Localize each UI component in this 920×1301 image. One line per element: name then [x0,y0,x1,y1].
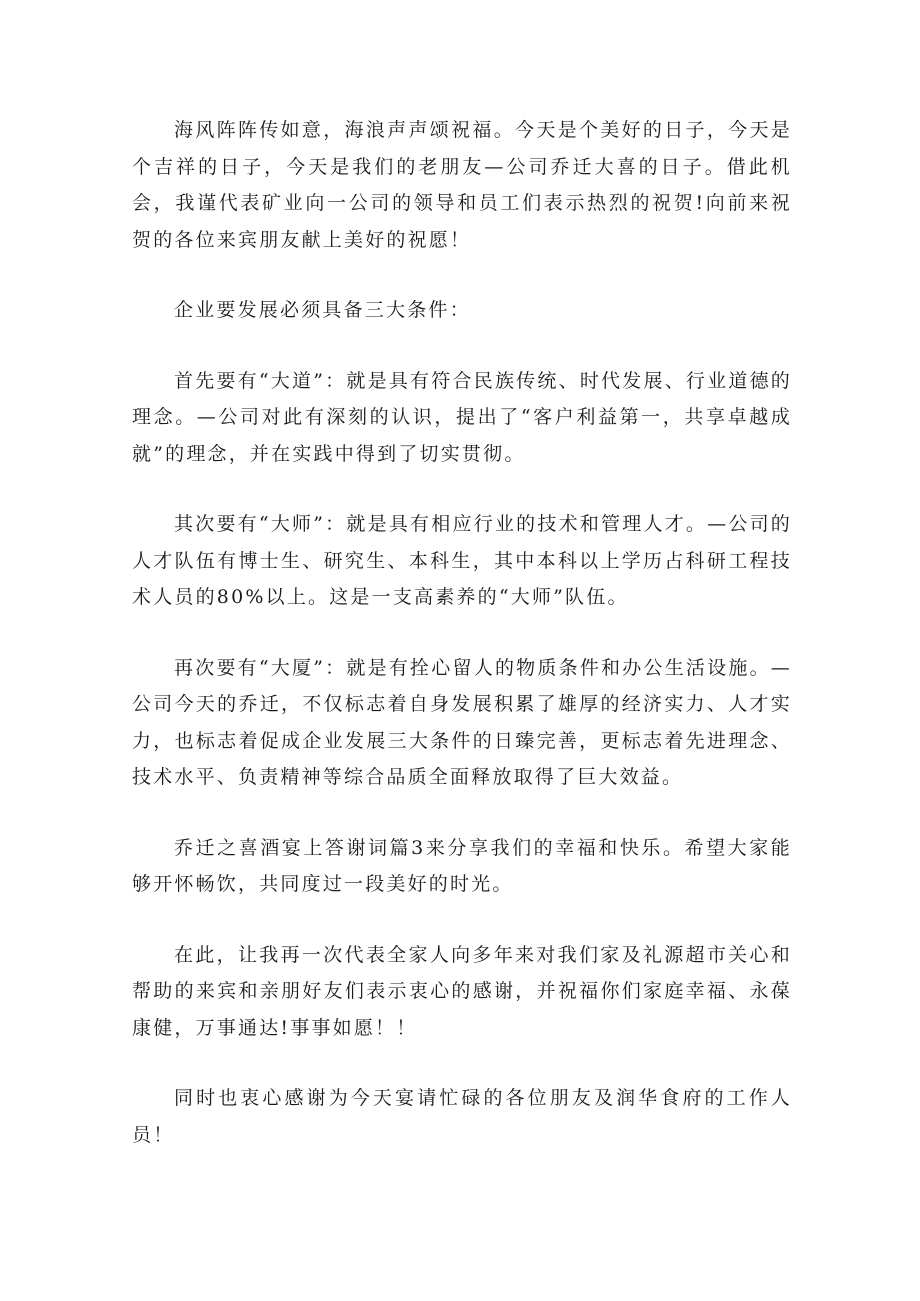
paragraph-thanks-family: 在此，让我再一次代表全家人向多年来对我们家及礼源超市关心和帮助的来宾和亲朋好友们表示衷心的感谢，并祝福你们家庭幸福、永葆康健，万事通达!事事如愿！！ [132,943,792,1039]
paragraph-third-condition: 再次要有“大厦”：就是有拴心留人的物质条件和办公生活设施。—公司今天的乔迁，不仅标志着自身发展积累了雄厚的经济实力、人才实力，也标志着促成企业发展三大条件的日臻完善，更标志着先进理念、技术水平、负责精神等综合品质全面释放取得了巨大效益。 [132,656,792,788]
paragraph-greeting: 海风阵阵传如意，海浪声声颂祝福。今天是个美好的日子，今天是个吉祥的日子，今天是我们的老朋友—公司乔迁大喜的日子。借此机会，我谨代表矿业向一公司的领导和员工们表示热烈的祝贺!向前来祝贺的各位来宾朋友献上美好的祝愿！ [132,119,792,251]
paragraph-sharing: 乔迁之喜酒宴上答谢词篇3来分享我们的幸福和快乐。希望大家能够开怀畅饮，共同度过一段美好的时光。 [132,836,792,895]
paragraph-second-condition: 其次要有“大师”：就是具有相应行业的技术和管理人才。—公司的人才队伍有博士生、研究生、本科生，其中本科以上学历占科研工程技术人员的80%以上。这是一支高素养的“大师”队伍。 [132,513,792,608]
paragraph-conditions-intro: 企业要发展必须具备三大条件： [174,299,471,321]
paragraph-first-condition: 首先要有“大道”：就是具有符合民族传统、时代发展、行业道德的理念。—公司对此有深刻的认识，提出了“客户利益第一，共享卓越成就”的理念，并在实践中得到了切实贯彻。 [132,369,792,465]
paragraph-thanks-staff: 同时也衷心感谢为今天宴请忙碌的各位朋友及润华食府的工作人员！ [132,1087,792,1146]
